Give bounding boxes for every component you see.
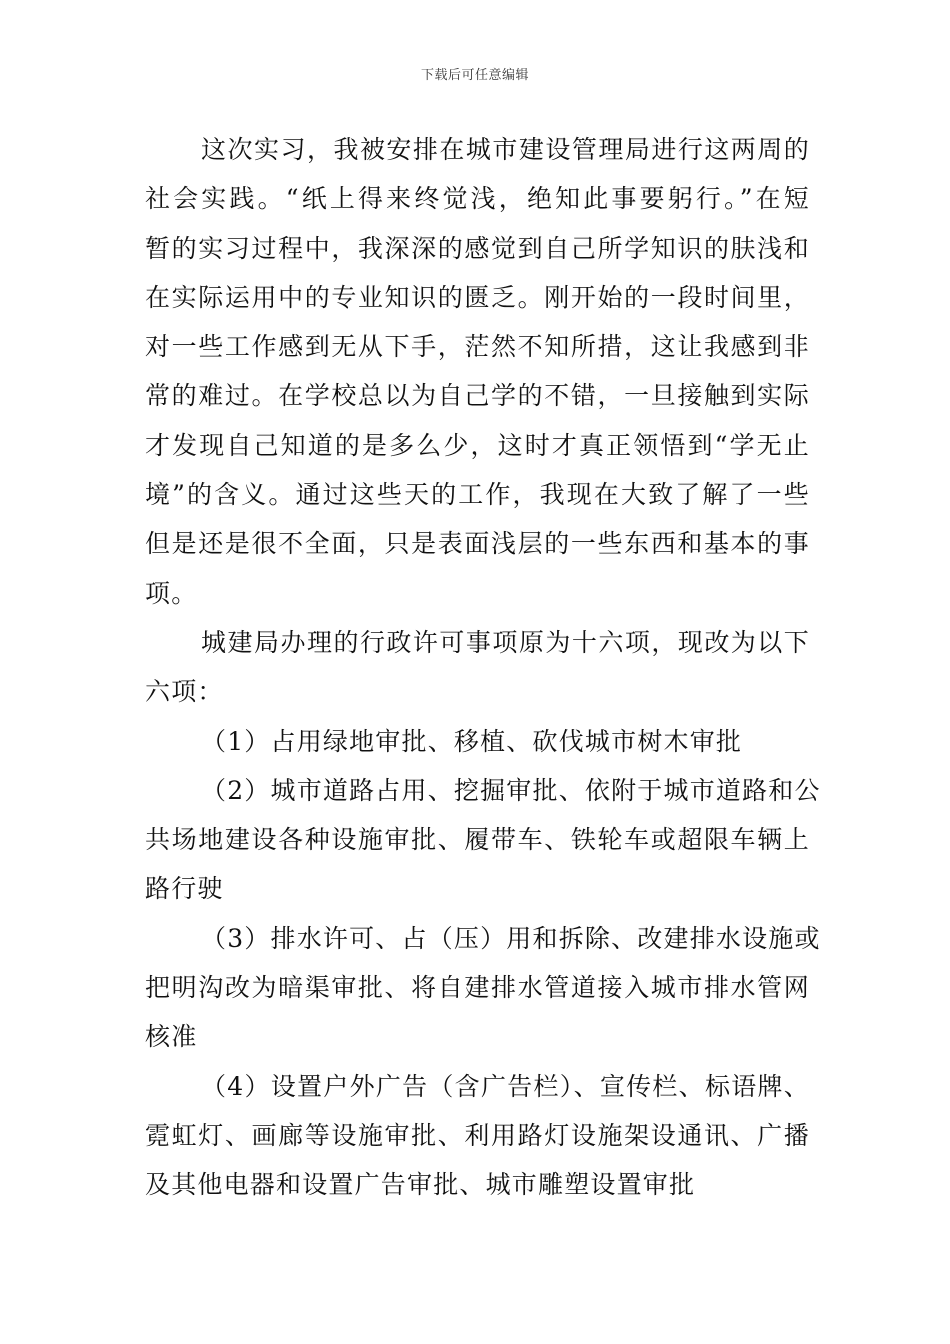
text-line: 共场地建设各种设施审批、履带车、铁轮车或超限车辆上 (145, 825, 810, 855)
text-line: （4）设置户外广告（含广告栏）、宣传栏、标语牌、 (201, 1071, 810, 1101)
text-line: 及其他电器和设置广告审批、城市雕塑设置审批 (145, 1170, 696, 1200)
text-line: 项。 (145, 578, 198, 608)
text-line: 常的难过。在学校总以为自己学的不错，一旦接触到实际 (145, 381, 810, 411)
text-line: 核准 (145, 1022, 198, 1052)
permit-item-3 (145, 921, 821, 1069)
paragraph-permit-intro (145, 625, 810, 724)
text-line: 在实际运用中的专业知识的匮乏。刚开始的一段时间里， (145, 282, 810, 312)
text-line: 六项： (145, 677, 224, 707)
text-line: 这次实习，我被安排在城市建设管理局进行这两周的 (201, 135, 810, 164)
text-line: 路行驶 (145, 874, 224, 904)
text-line: 但是还是很不全面，只是表面浅层的一些东西和基本的事 (145, 529, 810, 559)
permit-item-2 (145, 773, 821, 921)
text-line: 社会实践。“纸上得来终觉浅，绝知此事要躬行。”在短 (145, 184, 810, 214)
permit-item-4 (145, 1069, 810, 1217)
document-body (145, 132, 821, 1217)
text-line: （3）排水许可、占（压）用和拆除、改建排水设施或 (201, 923, 821, 953)
text-line: 才发现自己知道的是多么少，这时才真正领悟到“学无止 (145, 430, 810, 460)
text-line: 对一些工作感到无从下手，茫然不知所措，这让我感到非 (145, 332, 810, 362)
text-line: 把明沟改为暗渠审批、将自建排水管道接入城市排水管网 (145, 973, 810, 1003)
permit-item-1 (145, 724, 810, 773)
paragraph-internship-reflection (145, 132, 810, 625)
text-line: 城建局办理的行政许可事项原为十六项，现改为以下 (201, 627, 810, 657)
text-line: （1）占用绿地审批、移植、砍伐城市树木审批 (201, 726, 743, 756)
header-note: 下载后可任意编辑 (420, 68, 529, 83)
text-line: 暂的实习过程中，我深深的感觉到自己所学知识的肤浅和 (145, 233, 810, 263)
text-line: 霓虹灯、画廊等设施审批、利用路灯设施架设通讯、广播 (145, 1120, 810, 1150)
text-line: （2）城市道路占用、挖掘审批、依附于城市道路和公 (201, 775, 821, 805)
text-line: 境”的含义。通过这些天的工作，我现在大致了解了一些 (145, 480, 810, 510)
